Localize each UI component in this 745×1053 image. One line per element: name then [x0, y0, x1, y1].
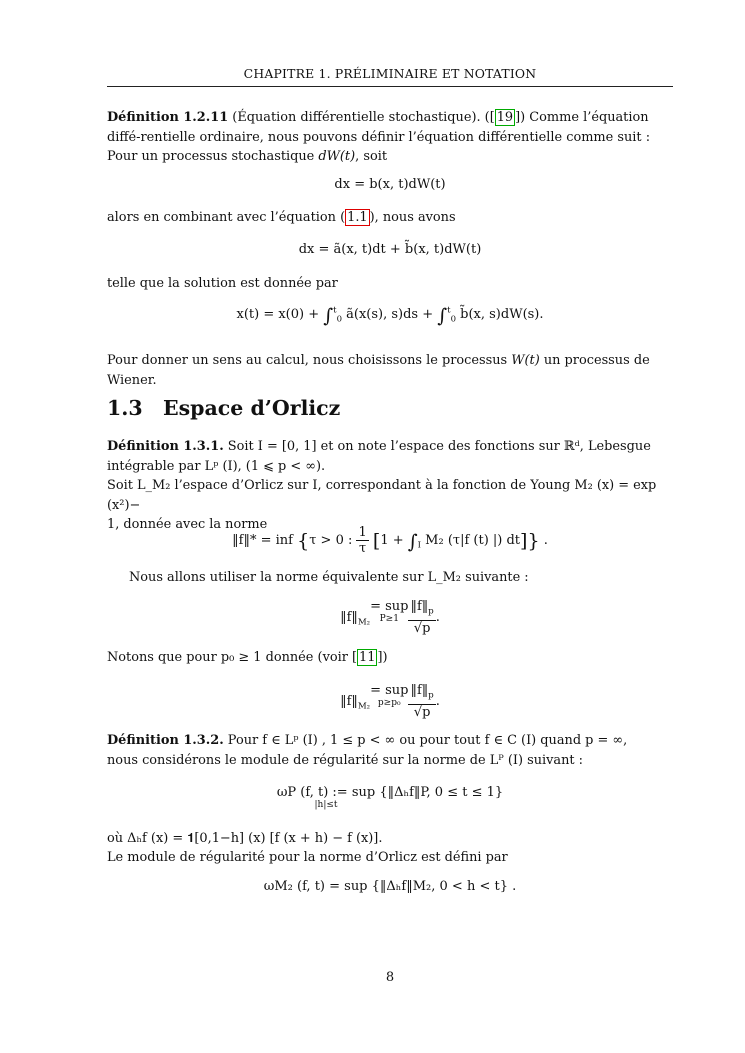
definition-label: Définition 1.3.2.: [107, 733, 224, 748]
definition-label: Définition 1.2.11: [107, 110, 229, 125]
equation-dx-b: dx = b(x, t)dW(t): [334, 177, 446, 192]
equation-omega-m2: ωM₂ (f, t) = sup {‖Δₕf‖M₂, 0 < h < t} .: [263, 879, 517, 894]
definition-label: Définition 1.3.1.: [107, 439, 224, 454]
equation-ref-link[interactable]: 1.1: [347, 210, 368, 225]
paragraph-wiener: Pour donner un sens au calcul, nous choisissons le processus W(t) un processus de Wiener.: [107, 353, 650, 388]
section-title: Espace d’Orlicz: [163, 396, 341, 420]
equation-sup-p0: $‖f‖_{M_2}$ = sup p≥p₀ $\frac{‖f‖_p}{√p}$ .: [340, 683, 440, 720]
paragraph-solution: telle que la solution est donnée par: [107, 276, 338, 291]
section-heading: [107, 396, 340, 420]
integral-sign: ∫: [407, 531, 418, 553]
equation-sup-p1: $‖f‖_{M_2}$ = sup P≥1 $\frac{‖f‖_p}{√p}$ .: [340, 599, 440, 636]
integral-sign: ∫: [437, 305, 448, 327]
definition-1-2-11: Définition 1.2.11 (Équation différentielle stochastique). ([ 19 ]) Comme l’équation diffé-rentielle ordinaire, nous pouvons définir l’équation différentielle comme suit : Pour un processus stochastique dW(t), soit: [107, 110, 651, 164]
equation-omega-p: ωP (f, t) := sup |h|≤t {‖Δₕf‖P, 0 ≤ t ≤ 1}: [276, 785, 504, 810]
section-number: 1.3: [107, 396, 143, 420]
paragraph-delta-def: où Δₕf (x) = 𝟏[0,1−h] (x) [f (x + h) − f (x)].: [107, 831, 383, 846]
page-number: 8: [385, 970, 395, 985]
equation-dx-combined: dx = ã(x, t)dt + b̃(x, t)dW(t): [298, 242, 482, 257]
paragraph-module-orlicz: Le module de régularité pour la norme d’Orlicz est défini par: [107, 850, 508, 865]
paragraph-notons: Notons que pour p₀ ≥ 1 donnée (voir [ 11 ]): [107, 650, 388, 665]
equation-solution: x(t) = x(0) + ∫$^t_0$ ã(x(s), s)ds + ∫$^t_0$ b̃(x, s)dW(s).: [236, 305, 544, 327]
definition-1-3-1: Définition 1.3.1. Soit I = [0, 1] et on note l’espace des fonctions sur ℝᵈ, Lebesgue intégrable par Lᵖ (I), (1 ⩽ p < ∞). Soit L_M₂ l’espace d’Orlicz sur I, correspondant à la fonction de Young M₂ (x) = exp (x²)− 1, donnée avec la norme: [107, 439, 657, 532]
citation-link[interactable]: 11: [359, 650, 376, 665]
integral-sign: ∫: [323, 305, 334, 327]
paragraph-equivalent-norm: Nous allons utiliser la norme équivalente sur L_M₂ suivante :: [129, 570, 529, 585]
citation-link[interactable]: 19: [496, 110, 514, 125]
definition-1-3-2: Définition 1.3.2. Pour f ∈ Lᵖ (I) , 1 ≤ p < ∞ ou pour tout f ∈ C (I) quand p = ∞, nous considérons le module de régularité sur la norme de Lᴾ (I) suivant :: [107, 733, 628, 768]
paragraph-combine: alors en combinant avec l’équation ( 1.1 ), nous avons: [107, 210, 456, 225]
running-head: CHAPITRE 1. PRÉLIMINAIRE ET NOTATION: [243, 66, 537, 81]
header-rule: [107, 86, 673, 87]
equation-orlicz-norm: ‖f‖* = inf {τ > 0 : $\frac{1}{\tau}$ [$1 + \int_I$ M₂ (τ|f (t) |) dt]} .: [232, 525, 548, 556]
